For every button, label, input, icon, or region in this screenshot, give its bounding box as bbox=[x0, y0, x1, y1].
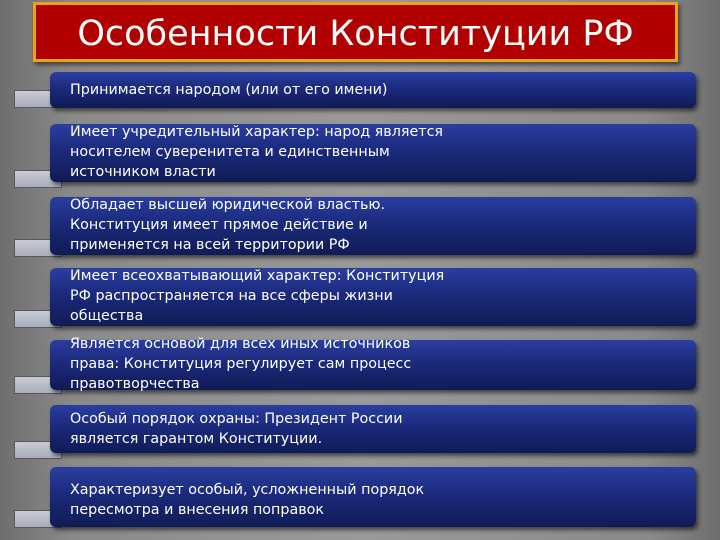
feature-text: Принимается народом (или от его имени) bbox=[70, 82, 388, 98]
slide-title-box bbox=[33, 2, 678, 62]
feature-text: Особый порядок охраны: Президент России является гарантом Конституции. bbox=[70, 411, 403, 447]
feature-text: Обладает высшей юридической властью. Конституция имеет прямое действие и применяется на всей территории РФ bbox=[70, 197, 385, 253]
feature-text: Является основой для всех иных источников права: Конституция регулирует сам процесс правотворчества bbox=[70, 336, 412, 392]
feature-text: Характеризует особый, усложненный порядок пересмотра и внесения поправок bbox=[70, 482, 425, 518]
slide-title: Особенности Конституции РФ bbox=[77, 14, 634, 54]
feature-text: Имеет учредительный характер: народ является носителем суверенитета и единственным источником власти bbox=[70, 124, 444, 180]
feature-text: Имеет всеохватывающий характер: Конституция РФ распространяется на все сферы жизни общества bbox=[70, 268, 445, 324]
